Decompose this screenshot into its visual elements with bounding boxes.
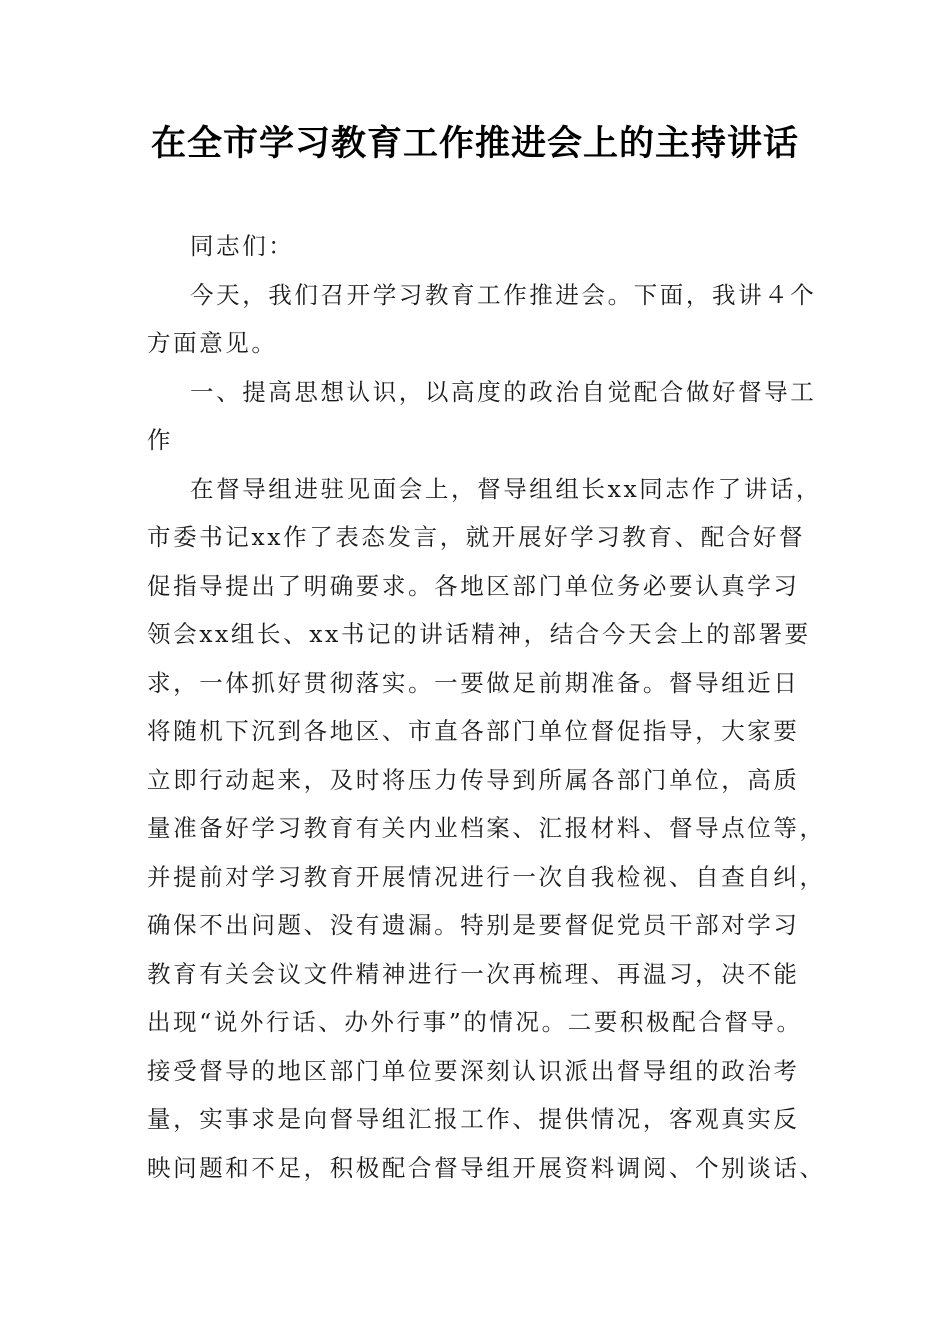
text-line: 并提前对学习教育开展情况进行一次自我检视、自查自纠， bbox=[147, 862, 826, 891]
salutation-line: 同志们： bbox=[190, 232, 295, 260]
text-line: 接受督导的地区部门单位要深刻认识派出督导组的政治考 bbox=[147, 1056, 800, 1085]
text-line: 市委书记xx作了表态发言，就开展好学习教育、配合好督 bbox=[147, 523, 806, 551]
text-line: 方面意见。 bbox=[147, 329, 278, 357]
document-body bbox=[147, 222, 826, 1192]
section-heading-line: 一、提高思想认识，以高度的政治自觉配合做好督导工 bbox=[190, 377, 817, 406]
text-line: 量，实事求是向督导组汇报工作、提供情况，客观真实反 bbox=[147, 1105, 800, 1133]
text-line: 量准备好学习教育有关内业档案、汇报材料、督导点位等， bbox=[147, 814, 826, 842]
text-line: 将随机下沉到各地区、市直各部门单位督促指导，大家要 bbox=[147, 717, 800, 745]
section-heading-line: 作 bbox=[147, 426, 174, 454]
text-line: 教育有关会议文件精神进行一次再梳理、再温习，决不能 bbox=[147, 959, 800, 988]
text-line: 领会xx组长、xx书记的讲话精神，结合今天会上的部署要 bbox=[147, 620, 811, 648]
text-line: 今天，我们召开学习教育工作推进会。下面，我讲４个 bbox=[190, 280, 817, 309]
text-line: 求，一体抓好贯彻落实。一要做足前期准备。督导组近日 bbox=[147, 668, 800, 697]
text-line: 映问题和不足，积极配合督导组开展资料调阅、个别谈话、 bbox=[147, 1153, 826, 1182]
text-line: 确保不出问题、没有遗漏。特别是要督促党员干部对学习 bbox=[147, 911, 800, 939]
document-title: 在全市学习教育工作推进会上的主持讲话 bbox=[150, 124, 799, 164]
text-line: 促指导提出了明确要求。各地区部门单位务必要认真学习 bbox=[147, 571, 800, 600]
text-line: 出现“说外行话、办外行事”的情况。二要积极配合督导。 bbox=[147, 1008, 803, 1036]
text-line: 立即行动起来，及时将压力传导到所属各部门单位，高质 bbox=[147, 765, 800, 794]
text-line: 在督导组进驻见面会上，督导组组长xx同志作了讲话， bbox=[190, 474, 823, 503]
